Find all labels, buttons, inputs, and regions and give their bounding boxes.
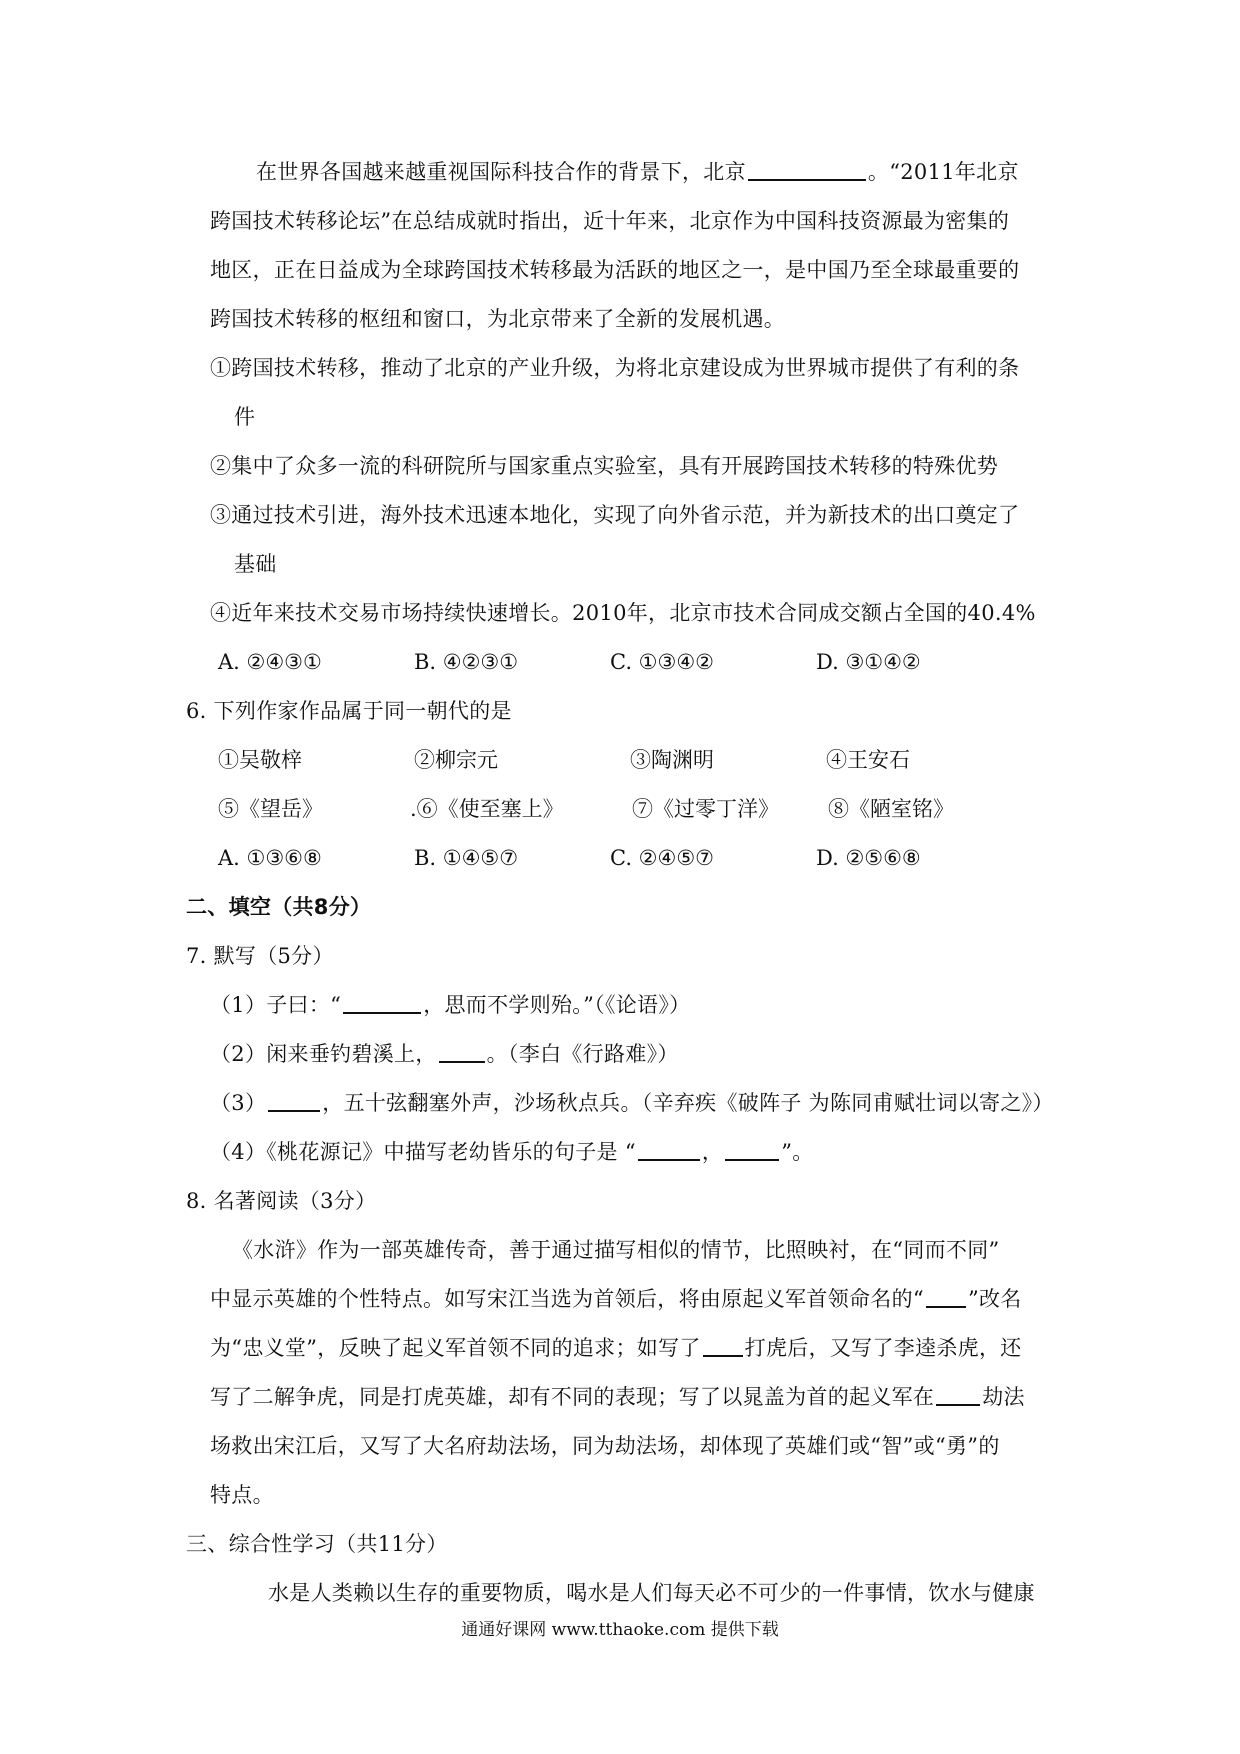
answer-blank: [936, 1382, 980, 1406]
q5-option-d: D. ③①④②: [816, 650, 921, 674]
passage-line-4: 跨国技术转移的枢纽和窗口，为北京带来了全新的发展机遇。: [210, 307, 786, 331]
q6-item-7: ⑦《过零丁洋》: [632, 797, 779, 821]
sentence-4: ④近年来技术交易市场持续快速增长。2010年，北京市技术合同成交额占全国的40.4%: [210, 601, 1036, 625]
q6-item-8: ⑧《陋室铭》: [828, 797, 954, 821]
answer-blank: [638, 1137, 700, 1161]
passage-text: 。“2011年北京: [867, 160, 1019, 184]
q6-item-4: ④王安石: [826, 748, 910, 772]
q5-option-a: A. ②④③①: [218, 650, 322, 674]
answer-blank: [703, 1333, 743, 1357]
sentence-3: ③通过技术引进，海外技术迅速本地化，实现了向外省示范，并为新技术的出口奠定了: [210, 503, 1020, 527]
answer-blank: [926, 1284, 966, 1308]
section-3-line-1: 水是人类赖以生存的重要物质，喝水是人们每天必不可少的一件事情，饮水与健康: [268, 1581, 1035, 1605]
q6-item-6: .⑥《使至塞上》: [410, 797, 564, 821]
q8-line-3: 为“忠义堂”，反映了起义军首领不同的追求；如写了 打虎后，又写了李逵杀虎，还: [210, 1333, 1022, 1363]
q6-item-5: ⑤《望岳》: [218, 797, 323, 821]
answer-blank: [725, 1137, 779, 1161]
q6-option-b: B. ①④⑤⑦: [414, 846, 519, 870]
q6-item-2: ②柳宗元: [414, 748, 498, 772]
answer-blank: [748, 157, 866, 181]
answer-blank: [268, 1088, 320, 1112]
q8-line-2: 中显示英雄的个性特点。如写宋江当选为首领后，将由原起义军首领命名的“ ”改名: [210, 1284, 1022, 1314]
passage-line-1: [256, 157, 1019, 187]
q7-item-1: （1）子曰：“ ，思而不学则殆。”（《论语》）: [210, 990, 690, 1020]
q6-option-d: D. ②⑤⑥⑧: [816, 846, 921, 870]
q8-stem: 8. 名著阅读（3分）: [186, 1189, 377, 1213]
q8-line-1: 《水浒》作为一部英雄传奇，善于通过描写相似的情节，比照映衬，在“同而不同”: [232, 1238, 1000, 1262]
sentence-3-cont: 基础: [234, 552, 277, 576]
q8-line-5: 场救出宋江后，又写了大名府劫法场，同为劫法场，却体现了英雄们或“智”或“勇”的: [210, 1434, 1000, 1458]
q7-item-4: （4）《桃花源记》中描写老幼皆乐的句子是 “ ， ”。: [210, 1137, 814, 1167]
sentence-1: ①跨国技术转移，推动了北京的产业升级，为将北京建设成为世界城市提供了有利的条: [210, 356, 1020, 380]
q7-stem: 7. 默写（5分）: [186, 944, 334, 968]
sentence-2: ②集中了众多一流的科研院所与国家重点实验室，具有开展跨国技术转移的特殊优势: [210, 454, 999, 478]
passage-line-2: 跨国技术转移论坛”在总结成就时指出，近十年来，北京作为中国科技资源最为密集的: [210, 209, 1010, 233]
page-footer: 通通好课网 www.tthaoke.com 提供下载: [461, 1620, 779, 1640]
passage-text: 在世界各国越来越重视国际科技合作的背景下，北京: [256, 160, 746, 184]
q5-option-c: C. ①③④②: [610, 650, 714, 674]
q6-item-1: ①吴敬梓: [218, 748, 302, 772]
q8-line-6: 特点。: [210, 1483, 274, 1507]
answer-blank: [439, 1039, 485, 1063]
answer-blank: [343, 990, 421, 1014]
q7-item-3: （3） ，五十弦翻塞外声，沙场秋点兵。（辛弃疾《破阵子 为陈同甫赋壮词以寄之》）: [210, 1088, 1054, 1118]
q5-option-b: B. ④②③①: [414, 650, 519, 674]
q8-line-4: 写了二解争虎，同是打虎英雄，却有不同的表现；写了以晁盖为首的起义军在 劫法: [210, 1382, 1025, 1412]
q7-item-2: （2）闲来垂钓碧溪上， 。（李白《行路难》）: [210, 1039, 679, 1069]
section-2-heading: 二、填空（共8分）: [186, 895, 372, 919]
q6-option-a: A. ①③⑥⑧: [218, 846, 322, 870]
passage-line-3: 地区，正在日益成为全球跨国技术转移最为活跃的地区之一，是中国乃至全球最重要的: [210, 258, 1020, 282]
q6-option-c: C. ②④⑤⑦: [610, 846, 714, 870]
q6-stem: 6. 下列作家作品属于同一朝代的是: [186, 699, 512, 723]
sentence-1-cont: 件: [234, 405, 256, 429]
section-3-heading: 三、综合性学习（共11分）: [186, 1532, 448, 1556]
q6-item-3: ③陶渊明: [630, 748, 714, 772]
